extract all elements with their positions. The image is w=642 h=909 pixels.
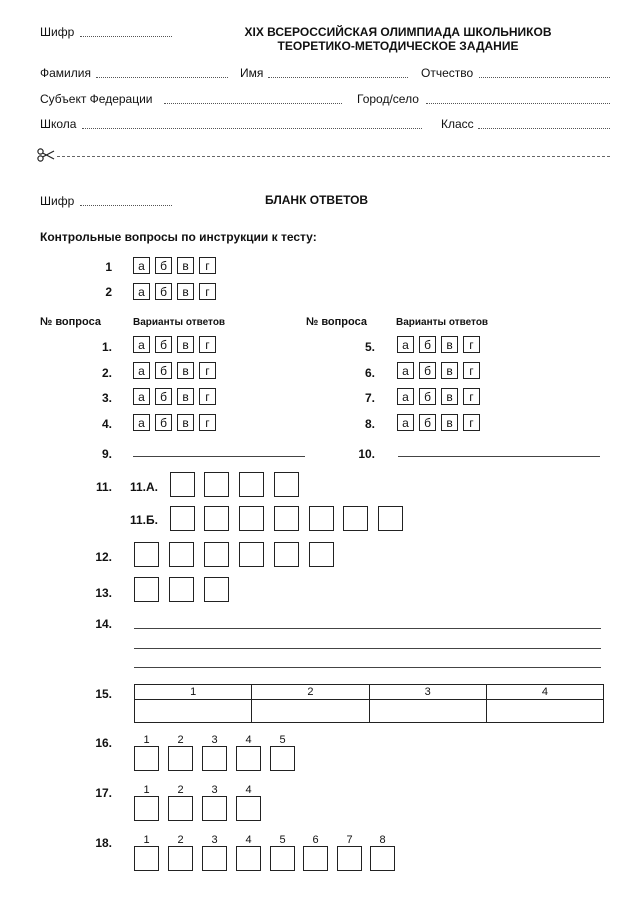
- question-14-answer-line[interactable]: [134, 667, 601, 668]
- option-box[interactable]: г: [463, 414, 480, 431]
- option-box[interactable]: б: [419, 336, 436, 353]
- question-9: 9.: [101, 447, 112, 461]
- region-label: Субъект Федерации: [40, 92, 153, 106]
- question-3: 3.: [101, 391, 112, 405]
- option-box[interactable]: б: [155, 257, 172, 274]
- box-label: 3: [211, 784, 218, 796]
- answer-box[interactable]: [204, 506, 229, 531]
- box-label: 3: [211, 834, 218, 846]
- option-box[interactable]: в: [177, 414, 194, 431]
- name-label: Имя: [240, 66, 264, 80]
- box-label: 5: [279, 834, 286, 846]
- question-3-options: [133, 388, 216, 405]
- answer-box[interactable]: [169, 542, 194, 567]
- cipher-field[interactable]: [80, 36, 172, 37]
- q15-answer-cell[interactable]: [135, 700, 252, 723]
- box-label: 4: [245, 784, 252, 796]
- control-q1-options: [133, 257, 216, 274]
- option-box[interactable]: а: [133, 283, 150, 300]
- option-box[interactable]: б: [419, 388, 436, 405]
- question-14: 14.: [95, 617, 112, 631]
- option-box[interactable]: а: [397, 388, 414, 405]
- name-field[interactable]: [268, 77, 408, 78]
- box-label: 2: [177, 734, 184, 746]
- option-box[interactable]: а: [397, 362, 414, 379]
- answer-box[interactable]: [337, 846, 362, 871]
- answer-box[interactable]: [378, 506, 403, 531]
- answer-box[interactable]: [309, 506, 334, 531]
- question-9-answer-line[interactable]: [133, 456, 305, 457]
- option-box[interactable]: г: [199, 388, 216, 405]
- answer-box[interactable]: [270, 846, 295, 871]
- option-box[interactable]: б: [419, 414, 436, 431]
- answer-box[interactable]: [239, 472, 264, 497]
- option-box[interactable]: г: [463, 388, 480, 405]
- city-field[interactable]: [426, 103, 610, 104]
- patronymic-field[interactable]: [479, 77, 610, 78]
- box-label: 6: [312, 834, 319, 846]
- answer-box[interactable]: [170, 506, 195, 531]
- class-label: Класс: [441, 117, 474, 131]
- option-box[interactable]: а: [397, 414, 414, 431]
- option-box[interactable]: б: [155, 362, 172, 379]
- option-box[interactable]: в: [441, 388, 458, 405]
- answer-box[interactable]: [134, 542, 159, 567]
- question-1-options: [133, 336, 216, 353]
- question-10: 10.: [358, 447, 375, 461]
- option-box[interactable]: г: [199, 414, 216, 431]
- answer-box[interactable]: [343, 506, 368, 531]
- option-box[interactable]: в: [177, 388, 194, 405]
- option-box[interactable]: б: [419, 362, 436, 379]
- answer-box[interactable]: [202, 746, 227, 771]
- box-label: 2: [177, 834, 184, 846]
- olympiad-title: XIX ВСЕРОССИЙСКАЯ ОЛИМПИАДА ШКОЛЬНИКОВ: [244, 25, 552, 39]
- question-12: 12.: [95, 550, 112, 564]
- answer-box[interactable]: [134, 796, 159, 821]
- option-box[interactable]: в: [441, 362, 458, 379]
- question-5: 5.: [364, 340, 375, 354]
- cipher-label: Шифр: [40, 25, 75, 39]
- answer-box[interactable]: [169, 577, 194, 602]
- option-box[interactable]: б: [155, 336, 172, 353]
- question-11b: 11.Б.: [130, 513, 158, 527]
- question-4-options: [133, 414, 216, 431]
- box-label: 8: [379, 834, 386, 846]
- answer-box[interactable]: [168, 746, 193, 771]
- question-7-options: [397, 388, 480, 405]
- box-label: 2: [177, 784, 184, 796]
- question-col-header-right: № вопроса: [306, 316, 367, 328]
- answer-sheet-title: БЛАНК ОТВЕТОВ: [265, 193, 369, 207]
- answer-box[interactable]: [274, 472, 299, 497]
- question-11a: 11.А.: [130, 480, 159, 494]
- question-13: 13.: [95, 586, 112, 600]
- variants-col-header-left: Варианты ответов: [133, 317, 226, 328]
- control-question-2: 2: [105, 285, 112, 299]
- option-box[interactable]: г: [199, 257, 216, 274]
- q15-column-header: 4: [486, 685, 603, 700]
- answer-box[interactable]: [134, 846, 159, 871]
- option-box[interactable]: в: [177, 283, 194, 300]
- answer-box[interactable]: [134, 746, 159, 771]
- option-box[interactable]: г: [199, 362, 216, 379]
- olympiad-subtitle: ТЕОРЕТИКО-МЕТОДИЧЕСКОЕ ЗАДАНИЕ: [277, 39, 519, 53]
- answer-box[interactable]: [270, 746, 295, 771]
- scissors-icon: [37, 148, 55, 167]
- question-18: 18.: [95, 836, 112, 850]
- answer-box[interactable]: [204, 577, 229, 602]
- q15-column-header: 3: [369, 685, 486, 700]
- option-box[interactable]: в: [177, 336, 194, 353]
- option-box[interactable]: а: [133, 336, 150, 353]
- question-col-header-left: № вопроса: [40, 316, 101, 328]
- question-8: 8.: [364, 417, 375, 431]
- question-15-table: [134, 684, 604, 723]
- question-7: 7.: [364, 391, 375, 405]
- box-label: 7: [346, 834, 353, 846]
- answer-box[interactable]: [204, 542, 229, 567]
- q15-answer-cell[interactable]: [369, 700, 486, 723]
- region-field[interactable]: [164, 103, 342, 104]
- option-box[interactable]: г: [463, 336, 480, 353]
- question-4: 4.: [101, 417, 112, 431]
- answer-box[interactable]: [370, 846, 395, 871]
- box-label: 4: [245, 734, 252, 746]
- answer-box[interactable]: [303, 846, 328, 871]
- box-label: 1: [143, 834, 150, 846]
- option-box[interactable]: г: [199, 283, 216, 300]
- control-question-1: 1: [105, 260, 112, 274]
- answer-box[interactable]: [239, 542, 264, 567]
- answer-box[interactable]: [204, 472, 229, 497]
- class-field[interactable]: [478, 128, 610, 129]
- patronymic-label: Отчество: [421, 66, 474, 80]
- option-box[interactable]: а: [133, 414, 150, 431]
- answer-box[interactable]: [202, 846, 227, 871]
- answer-box[interactable]: [309, 542, 334, 567]
- answer-box[interactable]: [274, 542, 299, 567]
- question-17: 17.: [95, 786, 112, 800]
- option-box[interactable]: б: [155, 388, 172, 405]
- answer-box[interactable]: [239, 506, 264, 531]
- answer-box[interactable]: [168, 796, 193, 821]
- option-box[interactable]: в: [177, 257, 194, 274]
- answer-box[interactable]: [274, 506, 299, 531]
- answer-box[interactable]: [134, 577, 159, 602]
- control-questions-title: Контрольные вопросы по инструкции к тесту:: [40, 230, 317, 244]
- option-box[interactable]: а: [397, 336, 414, 353]
- q15-column-header: 1: [135, 685, 252, 700]
- answer-box[interactable]: [236, 796, 261, 821]
- question-14-answer-line[interactable]: [134, 648, 601, 649]
- option-box[interactable]: г: [463, 362, 480, 379]
- control-q2-options: [133, 283, 216, 300]
- question-6-options: [397, 362, 480, 379]
- option-box[interactable]: б: [155, 283, 172, 300]
- option-box[interactable]: б: [155, 414, 172, 431]
- box-label: 1: [143, 734, 150, 746]
- q15-answer-cell[interactable]: [486, 700, 603, 723]
- school-field[interactable]: [82, 128, 422, 129]
- answer-box[interactable]: [202, 796, 227, 821]
- box-label: 3: [211, 734, 218, 746]
- question-2-options: [133, 362, 216, 379]
- option-box[interactable]: в: [177, 362, 194, 379]
- answer-cipher-field[interactable]: [80, 205, 172, 206]
- variants-col-header-right: Варианты ответов: [396, 317, 489, 328]
- option-box[interactable]: а: [133, 257, 150, 274]
- question-14-answer-line[interactable]: [134, 628, 601, 629]
- q15-answer-cell[interactable]: [252, 700, 369, 723]
- box-label: 4: [245, 834, 252, 846]
- cut-line: [57, 156, 610, 157]
- question-1: 1.: [101, 340, 112, 354]
- answer-cipher-label: Шифр: [40, 194, 75, 208]
- question-5-options: [397, 336, 480, 353]
- answer-box[interactable]: [236, 746, 261, 771]
- surname-label: Фамилия: [40, 66, 91, 80]
- box-label: 5: [279, 734, 286, 746]
- answer-box[interactable]: [168, 846, 193, 871]
- option-box[interactable]: в: [441, 336, 458, 353]
- answer-box[interactable]: [170, 472, 195, 497]
- surname-field[interactable]: [96, 77, 228, 78]
- q15-column-header: 2: [252, 685, 369, 700]
- question-11: 11.: [95, 480, 112, 494]
- question-2: 2.: [101, 366, 112, 380]
- option-box[interactable]: а: [133, 362, 150, 379]
- option-box[interactable]: в: [441, 414, 458, 431]
- question-15: 15.: [95, 687, 112, 701]
- question-6: 6.: [364, 366, 375, 380]
- city-label: Город/село: [357, 92, 419, 106]
- option-box[interactable]: г: [199, 336, 216, 353]
- question-16: 16.: [95, 736, 112, 750]
- option-box[interactable]: а: [133, 388, 150, 405]
- school-label: Школа: [40, 117, 77, 131]
- answer-box[interactable]: [236, 846, 261, 871]
- question-8-options: [397, 414, 480, 431]
- box-label: 1: [143, 784, 150, 796]
- question-10-answer-line[interactable]: [398, 456, 600, 457]
